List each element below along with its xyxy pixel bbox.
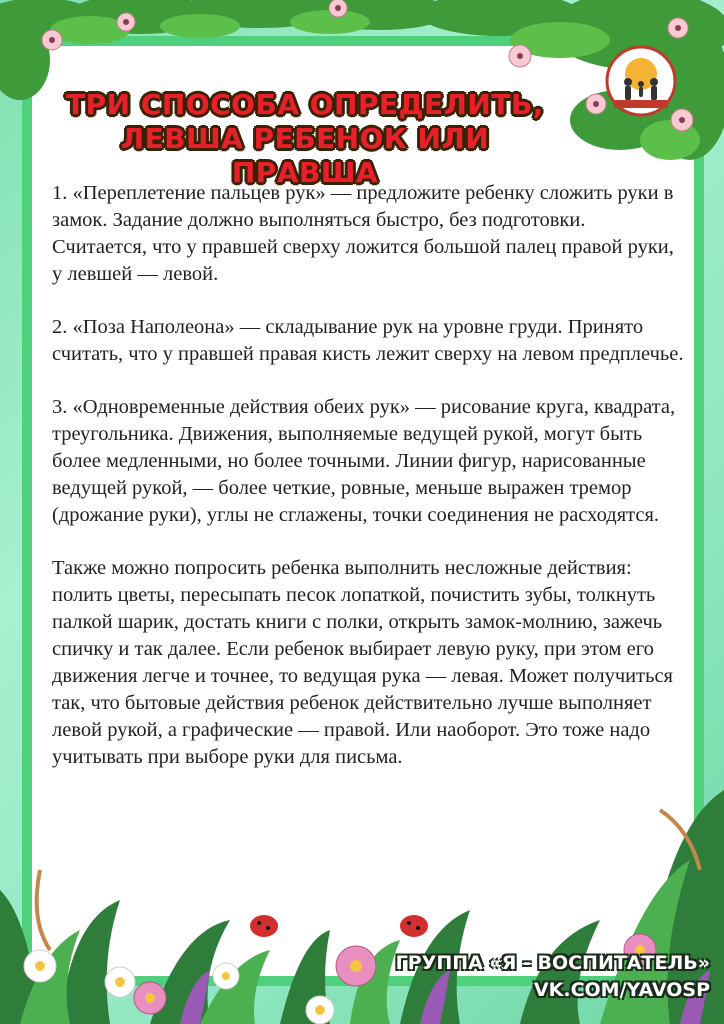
- footer-credit: [396, 950, 710, 1004]
- paragraph-4: Также можно попросить ребенка выполнить несложные действия: полить цветы, пересыпать песок лопаткой, почистить зубы, толкнуть палкой шарик, достать книги с полки, открыть замок-молнию, зажечь спичку и так далее. Если ребенок выбирает левую руку, при этом его движения легче и точнее, то ведущая рука — левая. Может получиться так, что бытовые действия ребенок действительно лучше выполняет левой рукой, а графические — правой. Или наоборот. Это тоже надо учитывать при выборе руки для письма.: [52, 557, 673, 768]
- paragraph-3: 3. «Одновременные действия обеих рук» — рисование круга, квадрата, треугольника. Движения, выполняемые ведущей рукой, могут быть более медленными, но более точными. Линии фигур, нарисованные ведущей рукой, — более четкие, ровные, меньше выражен тремор (дрожание руки), углы не сглажены, точки соединения не расходятся.: [52, 396, 676, 526]
- title-line-2: ЛЕВША РЕБЕНОК ИЛИ ПРАВША: [120, 122, 490, 189]
- paragraph-2: 2. «Поза Наполеона» — складывание рук на уровне груди. Принято считать, что у правшей правая кисть лежит сверху на левом предплечье.: [52, 316, 684, 365]
- title-line-1: ТРИ СПОСОБА ОПРЕДЕЛИТЬ,: [66, 88, 544, 121]
- article-body: [52, 180, 684, 797]
- family-logo-icon: [604, 44, 678, 118]
- footer-link[interactable]: VK.COM/YAVOSP: [533, 979, 710, 1001]
- paragraph-1: 1. «Переплетение пальцев рук» — предложите ребенку сложить руки в замок. Задание должно выполняться быстро, без подготовки. Считается, что у правшей сверху ложится большой палец правой руки, у левшей — левой.: [52, 182, 674, 285]
- page-title: [60, 88, 550, 190]
- footer-group-name: ГРУППА «Я - ВОСПИТАТЕЛЬ»: [395, 952, 710, 974]
